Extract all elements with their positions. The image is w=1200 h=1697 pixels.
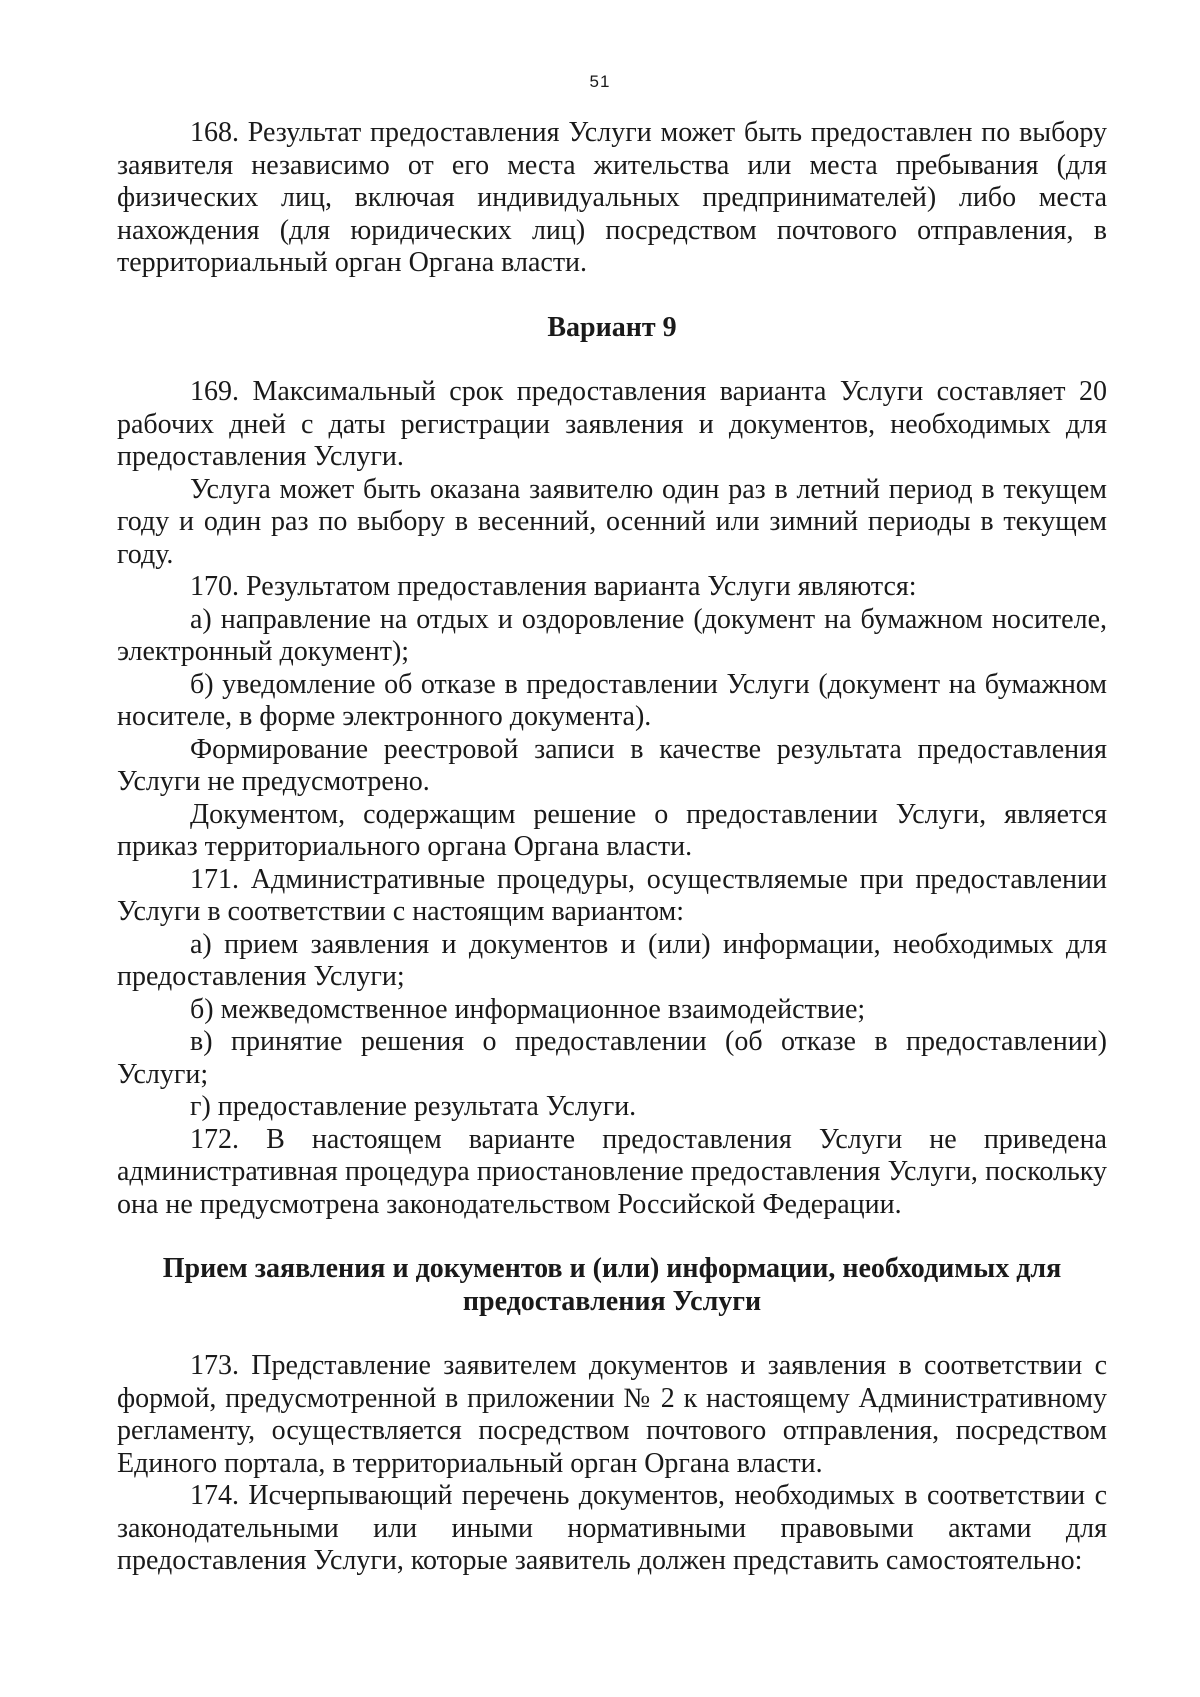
paragraph-171-a: а) прием заявления и документов и (или) информации, необходимых для предоставления Услуги; xyxy=(117,928,1107,992)
paragraph-169-note: Услуга может быть оказана заявителю один раз в летний период в текущем году и один раз по выбору в весенний, осенний или зимний периоды в текущем году. xyxy=(117,473,1107,570)
paragraph-171-d: г) предоставление результата Услуги. xyxy=(190,1091,637,1122)
page-number: 51 xyxy=(589,72,611,91)
paragraph-171-b: б) межведомственное информационное взаимодействие; xyxy=(190,993,866,1025)
paragraph-decision-document: Документом, содержащим решение о предоставлении Услуги, является приказ территориального органа Органа власти. xyxy=(117,798,1107,862)
paragraph-171: 171. Административные процедуры, осуществляемые при предоставлении Услуги в соответствии с настоящим вариантом: xyxy=(117,863,1107,927)
document-body xyxy=(117,117,1107,1578)
paragraph-registry-record: Формирование реестровой записи в качестве результата предоставления Услуги не предусмотрено. xyxy=(117,733,1107,797)
paragraph-174: 174. Исчерпывающий перечень документов, необходимых в соответствии с законодательными или иными нормативными правовыми актами для предоставления Услуги, которые заявитель должен представить самостоятельно: xyxy=(117,1480,1107,1576)
paragraph-170-a: а) направление на отдых и оздоровление (документ на бумажном носителе, электронный документ); xyxy=(117,603,1107,667)
paragraph-172: 172. В настоящем варианте предоставления Услуги не приведена административная процедура приостановление предоставления Услуги, поскольку она не предусмотрена законодательством Российской Федерации. xyxy=(117,1123,1107,1220)
section-heading-variant-9: Вариант 9 xyxy=(547,311,677,343)
paragraph-171-c: в) принятие решения о предоставлении (об отказе в предоставлении) Услуги; xyxy=(117,1026,1107,1090)
paragraph-170: 170. Результатом предоставления варианта Услуги являются: xyxy=(190,571,917,602)
paragraph-169: 169. Максимальный срок предоставления варианта Услуги составляет 20 рабочих дней с даты регистрации заявления и документов, необходимых для предоставления Услуги. xyxy=(117,376,1107,472)
paragraph-168: 168. Результат предоставления Услуги может быть предоставлен по выбору заявителя независимо от его места жительства или места пребывания (для физических лиц, включая индивидуальных предпринимателей) либо места нахождения (для юридических лиц) посредством почтового отправления, в территориальный орган Органа власти. xyxy=(117,117,1107,278)
paragraph-173: 173. Представление заявителем документов и заявления в соответствии с формой, предусмотренной в приложении № 2 к настоящему Административному регламенту, осуществляется посредством почтового отправления, посредством Единого портала, в территориальный орган Органа власти. xyxy=(117,1350,1107,1479)
section-heading-application-intake: Прием заявления и документов и (или) информации, необходимых для предоставления Услуги xyxy=(162,1253,1062,1317)
paragraph-170-b: б) уведомление об отказе в предоставлении Услуги (документ на бумажном носителе, в форме электронного документа). xyxy=(117,668,1107,732)
